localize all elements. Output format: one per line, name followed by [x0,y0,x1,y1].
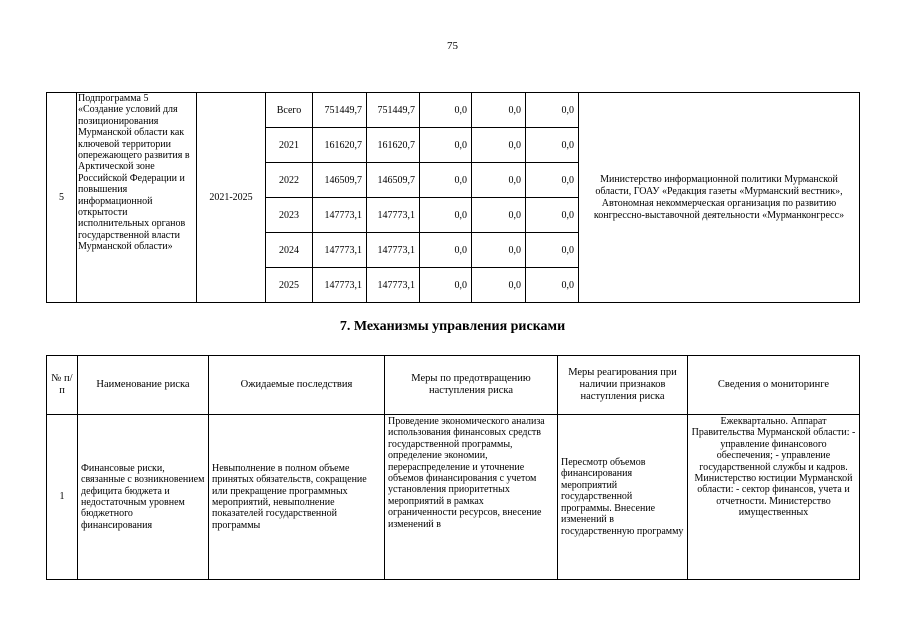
risk-name: Финансовые риски, связанные с возникновением дефицита бюджета и недостаточным уровнем бюджетного финансирования [78,415,209,580]
year-cell: 2021 [266,128,313,163]
value-cell: 0,0 [420,128,472,163]
risk-consequences: Невыполнение в полном объеме принятых обязательств, сокращение или прекращение программных мероприятий, невыполнение показателей государственной программы [209,415,385,580]
value-cell: 0,0 [420,198,472,233]
value-cell: 147773,1 [313,198,367,233]
year-cell: 2024 [266,233,313,268]
value-cell: 0,0 [420,163,472,198]
risk-response: Пересмотр объемов финансирования мероприятий государственной программы. Внесение изменений в государственную программу [558,415,688,580]
value-cell: 0,0 [526,233,579,268]
value-cell: 0,0 [420,233,472,268]
header-consequences: Ожидаемые последствия [209,356,385,415]
value-cell: 146509,7 [313,163,367,198]
header-risk-name: Наименование риска [78,356,209,415]
value-cell: 0,0 [526,163,579,198]
value-cell: 147773,1 [313,268,367,303]
value-cell: 147773,1 [313,233,367,268]
header-monitoring: Сведения о мониторинге [688,356,860,415]
value-cell: 147773,1 [367,198,420,233]
value-cell: 146509,7 [367,163,420,198]
value-cell: 147773,1 [367,233,420,268]
risk-management-table [46,355,860,580]
value-cell: 0,0 [472,163,526,198]
value-cell: 0,0 [472,233,526,268]
risk-prevention-text: Проведение экономического анализа использования финансовых средств государственной программы, определение экономии, перераспределение и уточнение объемов финансирования с учетом установления приоритетных мероприятий в рамках ограниченности ресурсов, внесение изменений в [388,416,545,530]
value-cell: 751449,7 [367,93,420,128]
value-cell: 0,0 [472,268,526,303]
risk-prevention [385,415,558,580]
year-cell: 2025 [266,268,313,303]
value-cell: 0,0 [472,128,526,163]
value-cell: 0,0 [420,93,472,128]
subprogram-number: 5 [47,93,77,303]
value-cell: 0,0 [526,268,579,303]
value-cell: 751449,7 [313,93,367,128]
executors-cell: Министерство информационной политики Мурманской области, ГОАУ «Редакция газеты «Мурманский вестник», Автономная некоммерческая организация по развитию конгрессно-выставочной деятельности «Мурманконгресс» [579,93,860,303]
subprogram-name: Подпрограмма 5 «Создание условий для позиционирования Мурманской области как ключевой территории опережающего развития в Арктической зоне Российской Федерации и повышения информационной открытости исполнительных органов государственной власти Мурманской области» [77,93,197,303]
value-cell: 0,0 [526,128,579,163]
value-cell: 147773,1 [367,268,420,303]
year-cell: 2022 [266,163,313,198]
subprogram-period: 2021-2025 [197,93,266,303]
risk-monitoring [688,415,860,580]
subprogram-financing-table [46,92,860,303]
table-row [47,415,860,580]
risk-monitoring-text: Ежеквартально. Аппарат Правительства Мурманской области: - управление финансового обеспечения; - управление государственной службы и кадров. Министерство юстиции Мурманской области: - сектор финансов, учета и отчетности. Министерство имущественных [691,416,856,519]
table-row [47,93,860,128]
page-number: 75 [447,40,458,52]
header-response: Меры реагирования при наличии признаков наступления риска [558,356,688,415]
year-cell: Всего [266,93,313,128]
value-cell: 0,0 [420,268,472,303]
table-header-row [47,356,860,415]
section-title: 7. Механизмы управления рисками [339,319,566,334]
risk-number: 1 [47,415,78,580]
value-cell: 0,0 [526,93,579,128]
value-cell: 0,0 [472,93,526,128]
value-cell: 161620,7 [367,128,420,163]
value-cell: 161620,7 [313,128,367,163]
year-cell: 2023 [266,198,313,233]
header-prevention: Меры по предотвращению наступления риска [385,356,558,415]
value-cell: 0,0 [472,198,526,233]
value-cell: 0,0 [526,198,579,233]
header-num: № п/п [47,356,78,415]
